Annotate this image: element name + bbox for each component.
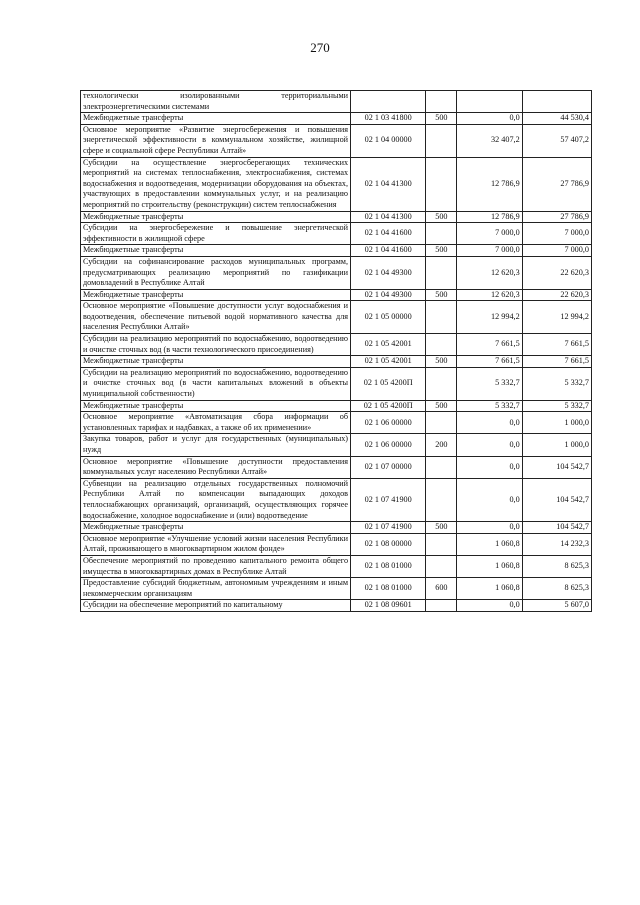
cell-vr (426, 533, 457, 555)
cell-code: 02 1 04 49300 (351, 256, 426, 289)
cell-name: Межбюджетные трансферты (81, 356, 351, 368)
cell-name: Субсидии на обеспечение мероприятий по капитальному (81, 600, 351, 612)
cell-name: Субсидии на осуществление энергосберегающих технических мероприятий на системах теплоснабжения, электроснабжения, системах водоснабжения и водоотведения, модернизации оборудования на объектах, участвующих в предоставлении коммунальных услуг, и на реализацию мероприятий по строительству (реконструкции) систем теплоснабжения (81, 157, 351, 211)
cell-name: Межбюджетные трансферты (81, 400, 351, 412)
cell-v2: 8 625,3 (522, 578, 591, 600)
cell-vr (426, 157, 457, 211)
cell-v2: 14 232,3 (522, 533, 591, 555)
cell-v1: 7 000,0 (457, 245, 522, 257)
cell-code: 02 1 08 01000 (351, 555, 426, 577)
cell-name: Межбюджетные трансферты (81, 245, 351, 257)
cell-v2: 1 000,0 (522, 412, 591, 434)
cell-v1: 0,0 (457, 113, 522, 125)
cell-v1: 7 000,0 (457, 223, 522, 245)
cell-v1: 0,0 (457, 456, 522, 478)
cell-vr (426, 334, 457, 356)
table-row (81, 157, 592, 211)
cell-vr: 500 (426, 522, 457, 534)
cell-vr (426, 301, 457, 334)
cell-name: Закупка товаров, работ и услуг для государственных (муниципальных) нужд (81, 434, 351, 456)
table-row (81, 211, 592, 223)
table-row (81, 91, 592, 113)
table-row (81, 289, 592, 301)
cell-vr: 600 (426, 578, 457, 600)
cell-v2: 5 332,7 (522, 367, 591, 400)
cell-code: 02 1 03 41800 (351, 113, 426, 125)
table-row (81, 400, 592, 412)
cell-v2: 7 661,5 (522, 356, 591, 368)
cell-vr: 500 (426, 245, 457, 257)
cell-v2: 104 542,7 (522, 456, 591, 478)
cell-name: Субсидии на софинансирование расходов муниципальных программ, предусматривающих реализацию мероприятий по газификации домовладений в Республике Алтай (81, 256, 351, 289)
table-row (81, 245, 592, 257)
cell-v1: 1 060,8 (457, 533, 522, 555)
table-row (81, 600, 592, 612)
cell-v2: 57 407,2 (522, 124, 591, 157)
cell-v2: 104 542,7 (522, 478, 591, 521)
cell-name: Межбюджетные трансферты (81, 113, 351, 125)
cell-name: Основное мероприятие «Повышение доступности услуг водоснабжения и водоотведения, обеспечение питьевой водой нормативного качества для населения Республики Алтай» (81, 301, 351, 334)
cell-name: Предоставление субсидий бюджетным, автономным учреждениям и иным некоммерческим организациям (81, 578, 351, 600)
cell-v2: 1 000,0 (522, 434, 591, 456)
cell-v1: 0,0 (457, 412, 522, 434)
cell-vr (426, 456, 457, 478)
budget-table-body (81, 91, 592, 612)
table-row (81, 578, 592, 600)
cell-v1: 1 060,8 (457, 555, 522, 577)
cell-v1: 0,0 (457, 600, 522, 612)
cell-code: 02 1 05 42001 (351, 334, 426, 356)
cell-vr (426, 256, 457, 289)
cell-v2: 7 661,5 (522, 334, 591, 356)
table-row (81, 334, 592, 356)
cell-v1: 7 661,5 (457, 334, 522, 356)
cell-code: 02 1 05 4200П (351, 400, 426, 412)
cell-code: 02 1 04 49300 (351, 289, 426, 301)
cell-v2: 8 625,3 (522, 555, 591, 577)
cell-name: Межбюджетные трансферты (81, 211, 351, 223)
table-row (81, 223, 592, 245)
table-row (81, 522, 592, 534)
table-row (81, 412, 592, 434)
cell-v1: 0,0 (457, 522, 522, 534)
cell-v2: 12 994,2 (522, 301, 591, 334)
table-row (81, 367, 592, 400)
cell-v1: 12 786,9 (457, 211, 522, 223)
table-row (81, 434, 592, 456)
cell-name: Субвенции на реализацию отдельных государственных полномочий Республики Алтай по компенсации выпадающих доходов теплоснабжающих организаций, организаций, осуществляющих горячее водоснабжение, холодное водоснабжение и (или) водоотведение (81, 478, 351, 521)
table-row (81, 256, 592, 289)
cell-v1: 7 661,5 (457, 356, 522, 368)
cell-code: 02 1 04 41300 (351, 157, 426, 211)
cell-vr: 500 (426, 400, 457, 412)
cell-v1: 32 407,2 (457, 124, 522, 157)
cell-vr (426, 91, 457, 113)
cell-code: 02 1 04 41600 (351, 245, 426, 257)
cell-vr (426, 124, 457, 157)
cell-v2: 104 542,7 (522, 522, 591, 534)
cell-v2: 5 332,7 (522, 400, 591, 412)
table-row (81, 301, 592, 334)
table-row (81, 533, 592, 555)
cell-v1: 12 994,2 (457, 301, 522, 334)
cell-v1 (457, 91, 522, 113)
cell-v2: 7 000,0 (522, 223, 591, 245)
budget-table (80, 90, 592, 612)
cell-v2: 22 620,3 (522, 256, 591, 289)
cell-v2: 22 620,3 (522, 289, 591, 301)
cell-vr: 500 (426, 289, 457, 301)
cell-code: 02 1 05 00000 (351, 301, 426, 334)
cell-name: Основное мероприятие «Развитие энергосбережения и повышения энергетической эффективности в коммунальном хозяйстве, жилищной сфере и социальной сфере Республики Алтай» (81, 124, 351, 157)
cell-code: 02 1 04 41300 (351, 211, 426, 223)
cell-code: 02 1 05 4200П (351, 367, 426, 400)
cell-name: Основное мероприятие «Повышение доступности предоставления коммунальных услуг населению Республики Алтай» (81, 456, 351, 478)
table-row (81, 555, 592, 577)
cell-v1: 12 786,9 (457, 157, 522, 211)
cell-code: 02 1 06 00000 (351, 434, 426, 456)
table-row (81, 124, 592, 157)
cell-code: 02 1 07 41900 (351, 478, 426, 521)
cell-v2 (522, 91, 591, 113)
cell-name: Субсидии на энергосбережение и повышение энергетической эффективности в жилищной сфере (81, 223, 351, 245)
cell-code: 02 1 06 00000 (351, 412, 426, 434)
cell-v2: 27 786,9 (522, 211, 591, 223)
cell-v2: 44 530,4 (522, 113, 591, 125)
cell-vr (426, 478, 457, 521)
cell-v1: 1 060,8 (457, 578, 522, 600)
cell-vr (426, 223, 457, 245)
table-row (81, 456, 592, 478)
cell-code: 02 1 07 41900 (351, 522, 426, 534)
cell-name: Субсидии на реализацию мероприятий по водоснабжению, водоотведению и очистке сточных вод (в части технологического присоединения) (81, 334, 351, 356)
cell-v1: 5 332,7 (457, 367, 522, 400)
cell-vr: 500 (426, 356, 457, 368)
cell-v2: 5 607,0 (522, 600, 591, 612)
cell-v2: 27 786,9 (522, 157, 591, 211)
cell-vr (426, 412, 457, 434)
cell-v1: 5 332,7 (457, 400, 522, 412)
cell-name: технологически изолированными территориальными электроэнергетическими системами (81, 91, 351, 113)
cell-v1: 12 620,3 (457, 256, 522, 289)
cell-code: 02 1 04 00000 (351, 124, 426, 157)
cell-name: Межбюджетные трансферты (81, 522, 351, 534)
cell-vr (426, 600, 457, 612)
cell-name: Обеспечение мероприятий по проведению капитального ремонта общего имущества в многоквартирных домах в Республике Алтай (81, 555, 351, 577)
cell-v1: 0,0 (457, 434, 522, 456)
cell-name: Основное мероприятие «Автоматизация сбора информации об установленных тарифах и надбавках, а также об их применении» (81, 412, 351, 434)
cell-name: Основное мероприятие «Улучшение условий жизни населения Республики Алтай, проживающего в многоквартирном жилом фонде» (81, 533, 351, 555)
cell-code: 02 1 04 41600 (351, 223, 426, 245)
cell-vr: 200 (426, 434, 457, 456)
cell-name: Межбюджетные трансферты (81, 289, 351, 301)
cell-code (351, 91, 426, 113)
cell-code: 02 1 07 00000 (351, 456, 426, 478)
cell-v1: 12 620,3 (457, 289, 522, 301)
table-row (81, 113, 592, 125)
cell-code: 02 1 08 09601 (351, 600, 426, 612)
table-row (81, 478, 592, 521)
cell-code: 02 1 05 42001 (351, 356, 426, 368)
cell-vr (426, 555, 457, 577)
cell-code: 02 1 08 01000 (351, 578, 426, 600)
cell-vr: 500 (426, 211, 457, 223)
cell-v2: 7 000,0 (522, 245, 591, 257)
cell-v1: 0,0 (457, 478, 522, 521)
cell-vr (426, 367, 457, 400)
page-number: 270 (310, 40, 330, 55)
cell-vr: 500 (426, 113, 457, 125)
cell-name: Субсидии на реализацию мероприятий по водоснабжению, водоотведению и очистке сточных вод (в части капитальных вложений в объекты муниципальной собственности) (81, 367, 351, 400)
table-row (81, 356, 592, 368)
cell-code: 02 1 08 00000 (351, 533, 426, 555)
